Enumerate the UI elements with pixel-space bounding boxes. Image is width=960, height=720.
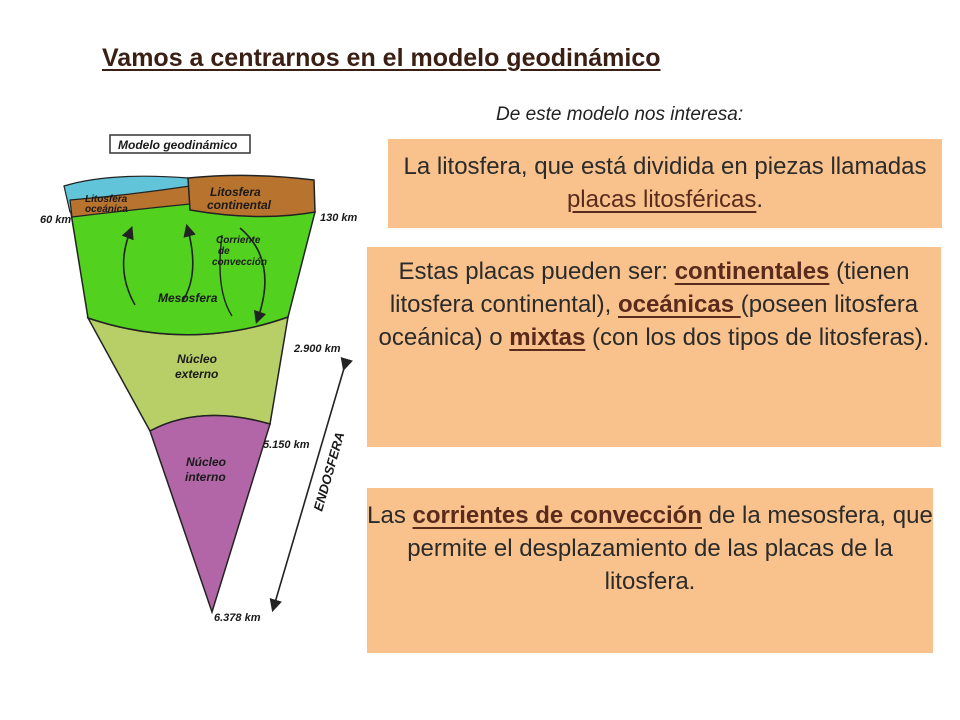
oceanic-crust-label-2: oceánica	[85, 204, 128, 215]
keyword-corrientes-conveccion: corrientes de convección	[412, 502, 702, 529]
box2-text-3: (poseen litosfera oceánica) o	[378, 291, 919, 351]
box2-text-2: (tienen litosfera continental),	[389, 258, 910, 318]
box1-text-end: .	[756, 186, 764, 213]
continental-crust-label-1: Litosfera	[210, 185, 261, 199]
depth-5150-label: 5.150 km	[263, 439, 310, 451]
convection-label-3: convección	[212, 257, 268, 268]
keyword-oceanicas: oceánicas	[617, 291, 741, 318]
endosphere-arrow	[274, 365, 348, 606]
mesosphere-label: Mesosfera	[158, 291, 218, 305]
keyword-mixtas: mixtas	[509, 324, 586, 351]
depth-60-label: 60 km	[40, 214, 72, 226]
convection-label-1: Corriente	[216, 235, 261, 246]
convection-label-2: de	[218, 246, 230, 257]
inner-core-layer	[150, 415, 270, 612]
page-title: Vamos a centrarnos en el modelo geodinámico	[102, 44, 661, 72]
keyword-placas-litosfericas: placas litosféricas	[566, 186, 757, 213]
outer-core-label-1: Núcleo	[177, 352, 218, 366]
inner-core-label-1: Núcleo	[186, 455, 227, 469]
subtitle: De este modelo nos interesa:	[496, 104, 744, 125]
inner-core-label-2: interno	[185, 470, 226, 484]
oceanic-crust-label-1: Litosfera	[85, 194, 128, 205]
box1-text: La litosfera, que está dividida en piezas llamadas	[403, 153, 927, 180]
box3-text-2: de la mesosfera, que permite el desplazamiento de las placas de la litosfera.	[407, 502, 933, 595]
box2-text-4: (con los dos tipos de litosferas).	[585, 324, 930, 351]
outer-core-label-2: externo	[175, 367, 219, 381]
endosphere-label: ENDOSFERA	[310, 430, 348, 513]
depth-6378-label: 6.378 km	[214, 612, 261, 624]
keyword-continentales: continentales	[674, 258, 830, 285]
depth-2900-label: 2.900 km	[294, 343, 341, 355]
depth-130-label: 130 km	[320, 212, 358, 224]
box3-text: Las	[367, 502, 413, 529]
box2-text: Estas placas pueden ser:	[398, 258, 675, 285]
continental-crust-label-2: continental	[207, 198, 272, 212]
diagram-header: Modelo geodinámico	[118, 138, 238, 152]
